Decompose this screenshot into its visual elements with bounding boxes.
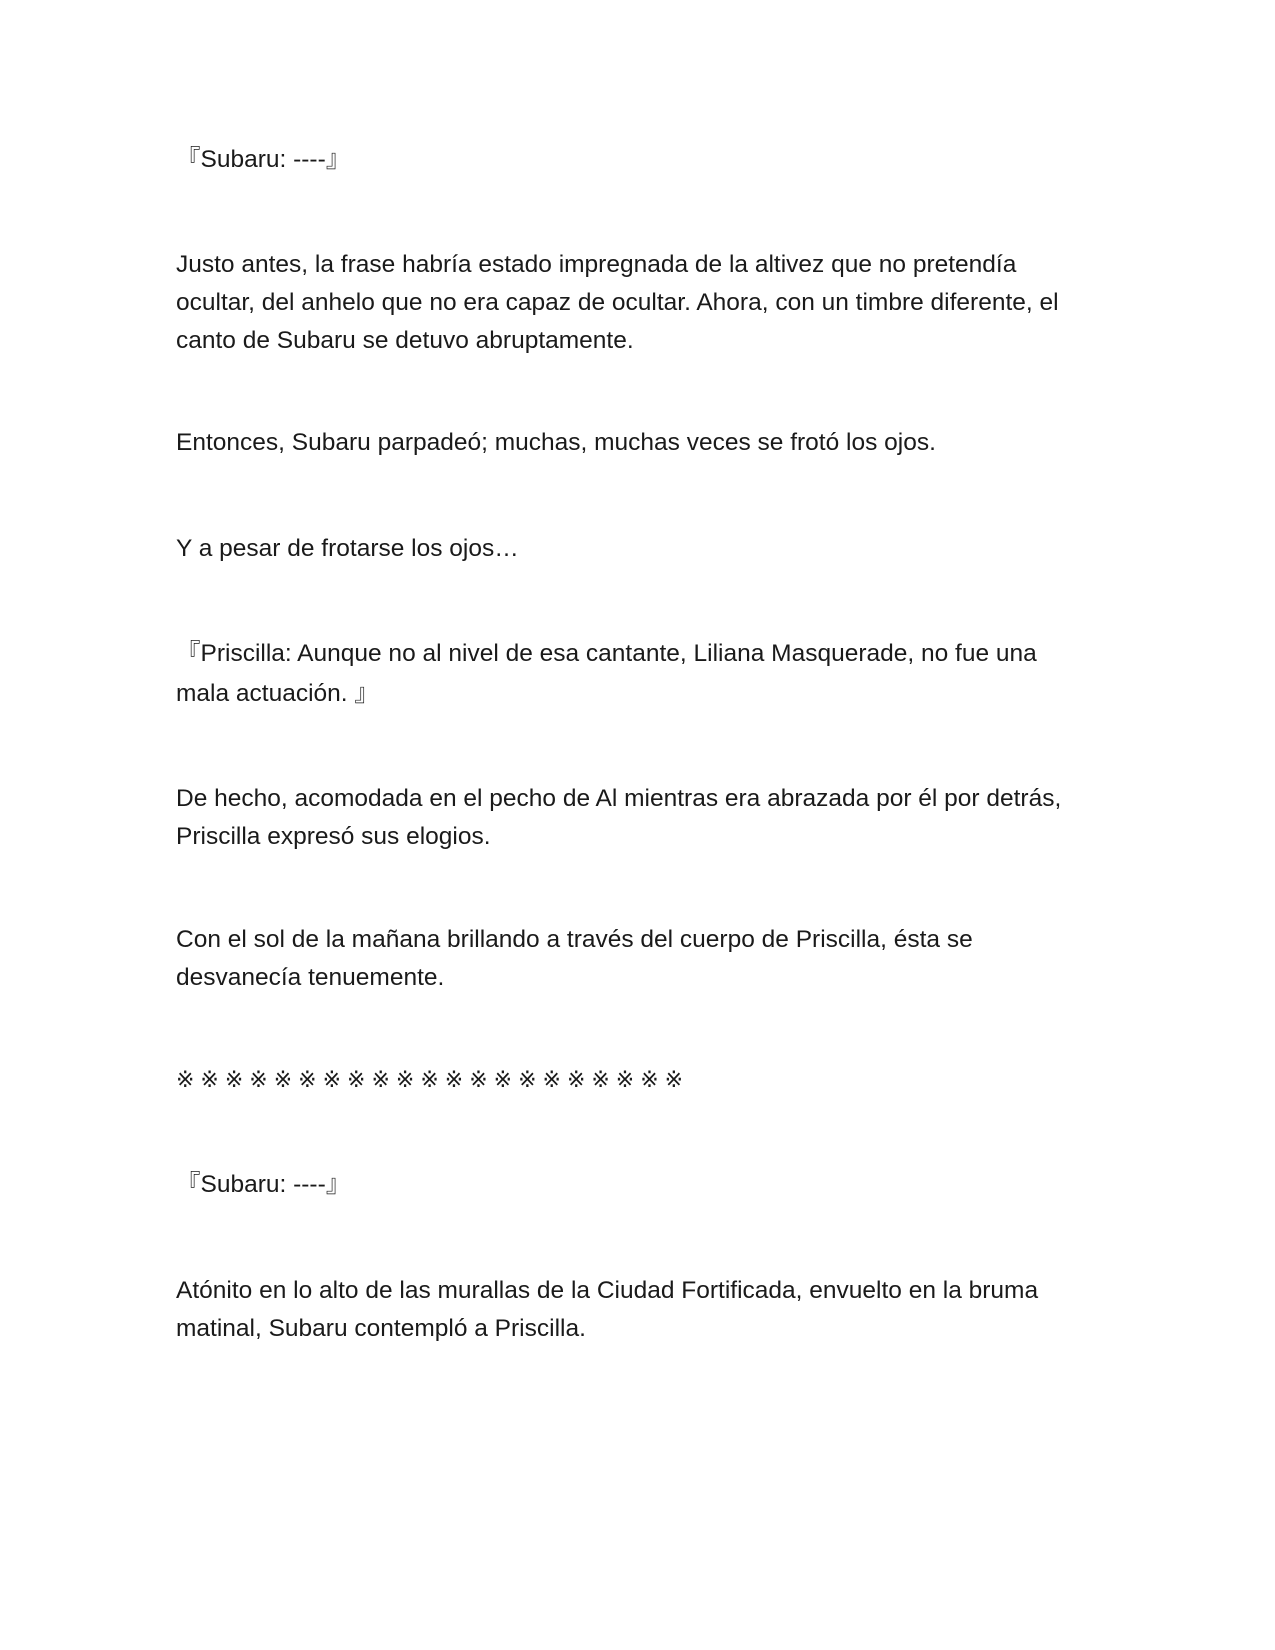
paragraph-5: Con el sol de la mañana brillando a través del cuerpo de Priscilla, ésta se desvanecía tenuemente.	[176, 926, 973, 991]
paragraph-1: Justo antes, la frase habría estado impregnada de la altivez que no pretendía ocultar, del anhelo que no era capaz de ocultar. Ahora, con un timbre diferente, el canto de Subaru se detuvo abruptamente.	[176, 251, 1059, 354]
paragraph-2: Entonces, Subaru parpadeó; muchas, muchas veces se frotó los ojos.	[176, 429, 936, 456]
paragraph-3: Y a pesar de frotarse los ojos…	[176, 535, 519, 562]
paragraph-4: De hecho, acomodada en el pecho de Al mientras era abrazada por él por detrás, Priscilla expresó sus elogios.	[176, 785, 1062, 850]
section-separator: ※※※※※※※※※※※※※※※※※※※※※	[176, 1068, 690, 1093]
dialogue-subaru-1: 『Subaru: ----』	[176, 146, 351, 173]
dialogue-subaru-2: 『Subaru: ----』	[176, 1171, 351, 1198]
dialogue-priscilla: 『Priscilla: Aunque no al nivel de esa cantante, Liliana Masquerade, no fue una mala actuación. 』	[176, 640, 1037, 707]
paragraph-6: Atónito en lo alto de las murallas de la Ciudad Fortificada, envuelto en la bruma matinal, Subaru contempló a Priscilla.	[176, 1277, 1039, 1342]
